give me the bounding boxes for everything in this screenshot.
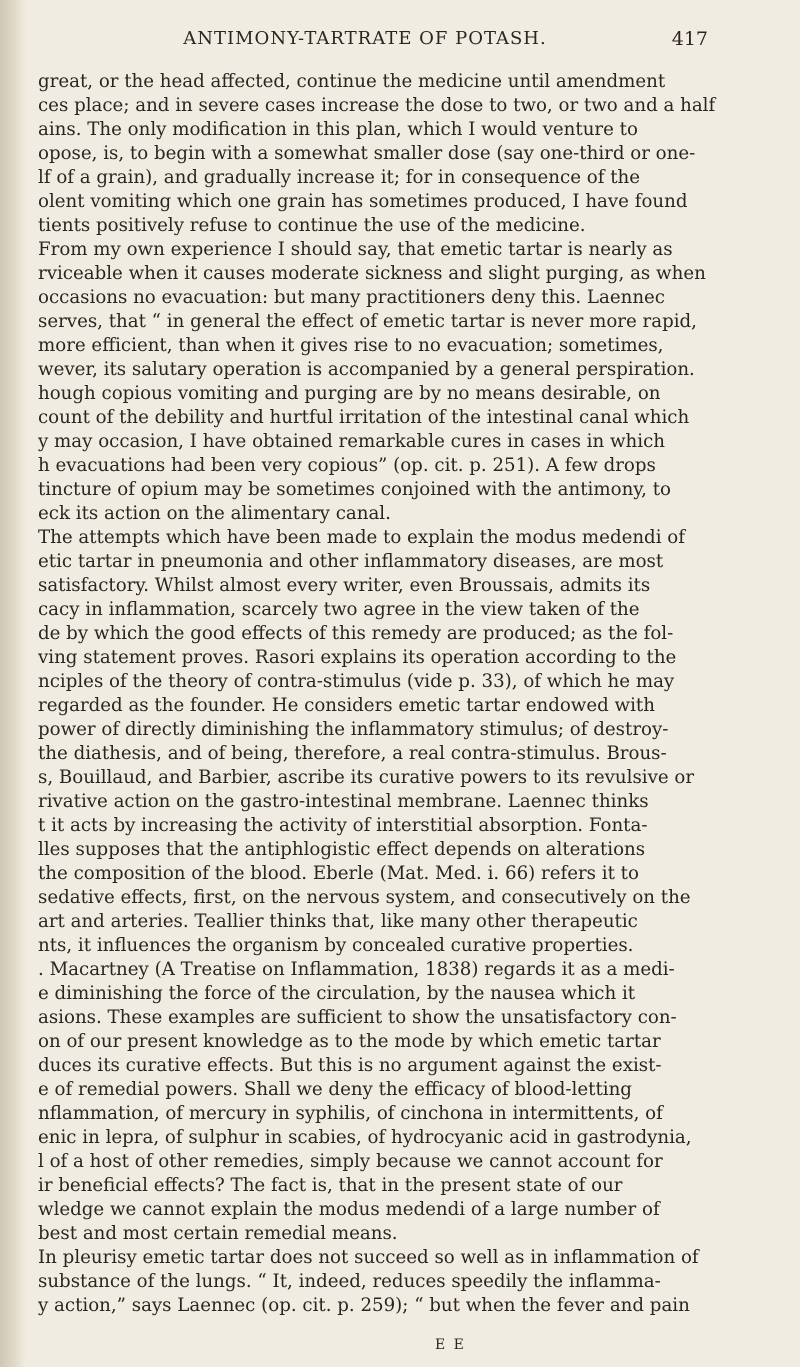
text-line: best and most certain remedial means. bbox=[38, 1223, 398, 1244]
page-number: 417 bbox=[671, 28, 708, 50]
text-line: nts, it influences the organism by concealed curative properties. bbox=[38, 935, 634, 956]
page-header bbox=[0, 28, 800, 60]
text-line: great, or the head affected, continue the medicine until amendment bbox=[38, 71, 666, 92]
text-line: From my own experience I should say, that emetic tartar is nearly as bbox=[38, 239, 673, 260]
text-line: t it acts by increasing the activity of interstitial absorption. Fonta- bbox=[38, 815, 648, 836]
running-head: ANTIMONY-TARTRATE OF POTASH. bbox=[183, 28, 547, 49]
text-line: serves, that “ in general the effect of emetic tartar is never more rapid, bbox=[38, 311, 697, 332]
text-line: the composition of the blood. Eberle (Mat. Med. i. 66) refers it to bbox=[38, 863, 639, 884]
text-line: count of the debility and hurtful irritation of the intestinal canal which bbox=[38, 407, 690, 428]
text-line: tincture of opium may be sometimes conjoined with the antimony, to bbox=[38, 479, 671, 500]
text-line: ains. The only modification in this plan, which I would venture to bbox=[38, 119, 638, 140]
text-line: ir beneficial effects? The fact is, that in the present state of our bbox=[38, 1175, 623, 1196]
text-line: the diathesis, and of being, therefore, a real contra-stimulus. Brous- bbox=[38, 743, 667, 764]
text-line: hough copious vomiting and purging are by no means desirable, on bbox=[38, 383, 661, 404]
text-line: In pleurisy emetic tartar does not succeed so well as in inflammation of bbox=[38, 1247, 699, 1268]
text-line: de by which the good effects of this remedy are produced; as the fol- bbox=[38, 623, 674, 644]
text-line: lles supposes that the antiphlogistic effect depends on alterations bbox=[38, 839, 646, 860]
text-line: opose, is, to begin with a somewhat smaller dose (say one-third or one- bbox=[38, 143, 696, 164]
text-line: nciples of the theory of contra-stimulus (vide p. 33), of which he may bbox=[38, 671, 675, 692]
text-line: satisfactory. Whilst almost every writer, even Broussais, admits its bbox=[38, 575, 651, 596]
text-line: asions. These examples are sufficient to show the unsatisfactory con- bbox=[38, 1007, 677, 1028]
text-line: e diminishing the force of the circulation, by the nausea which it bbox=[38, 983, 636, 1004]
text-line: more efficient, than when it gives rise to no evacuation; sometimes, bbox=[38, 335, 664, 356]
text-line: lf of a grain), and gradually increase it; for in consequence of the bbox=[38, 167, 640, 188]
text-line: rivative action on the gastro-intestinal membrane. Laennec thinks bbox=[38, 791, 649, 812]
text-line: l of a host of other remedies, simply because we cannot account for bbox=[38, 1151, 663, 1172]
text-line: The attempts which have been made to explain the modus medendi of bbox=[38, 527, 685, 548]
text-line: nflammation, of mercury in syphilis, of cinchona in intermittents, of bbox=[38, 1103, 663, 1124]
text-line: art and arteries. Teallier thinks that, like many other therapeutic bbox=[38, 911, 638, 932]
text-line: enic in lepra, of sulphur in scabies, of hydrocyanic acid in gastrodynia, bbox=[38, 1127, 692, 1148]
body-text bbox=[38, 70, 778, 1318]
text-line: cacy in inflammation, scarcely two agree in the view taken of the bbox=[38, 599, 640, 620]
text-line: e of remedial powers. Shall we deny the efficacy of blood-letting bbox=[38, 1079, 632, 1100]
text-line: eck its action on the alimentary canal. bbox=[38, 503, 391, 524]
text-line: . Macartney (A Treatise on Inflammation, 1838) regards it as a medi- bbox=[38, 959, 675, 980]
text-line: tients positively refuse to continue the use of the medicine. bbox=[38, 215, 586, 236]
text-line: s, Bouillaud, and Barbier, ascribe its curative powers to its revulsive or bbox=[38, 767, 695, 788]
text-line: substance of the lungs. “ It, indeed, reduces speedily the inflamma- bbox=[38, 1271, 661, 1292]
text-line: duces its curative effects. But this is no argument against the exist- bbox=[38, 1055, 662, 1076]
text-line: regarded as the founder. He considers emetic tartar endowed with bbox=[38, 695, 655, 716]
text-line: sedative effects, first, on the nervous system, and consecutively on the bbox=[38, 887, 691, 908]
text-line: power of directly diminishing the inflammatory stimulus; of destroy- bbox=[38, 719, 669, 740]
text-line: y action,” says Laennec (op. cit. p. 259); “ but when the fever and pain bbox=[38, 1295, 690, 1316]
signature-mark: E E bbox=[435, 1337, 466, 1353]
text-line: on of our present knowledge as to the mode by which emetic tartar bbox=[38, 1031, 661, 1052]
text-line: rviceable when it causes moderate sickness and slight purging, as when bbox=[38, 263, 706, 284]
text-line: h evacuations had been very copious” (op. cit. p. 251). A few drops bbox=[38, 455, 656, 476]
text-line: y may occasion, I have obtained remarkable cures in cases in which bbox=[38, 431, 665, 452]
text-line: wever, its salutary operation is accompanied by a general perspiration. bbox=[38, 359, 695, 380]
text-line: ving statement proves. Rasori explains its operation according to the bbox=[38, 647, 677, 668]
text-line: wledge we cannot explain the modus medendi of a large number of bbox=[38, 1199, 660, 1220]
text-line: occasions no evacuation: but many practitioners deny this. Laennec bbox=[38, 287, 665, 308]
text-line: etic tartar in pneumonia and other inflammatory diseases, are most bbox=[38, 551, 664, 572]
text-line: ces place; and in severe cases increase the dose to two, or two and a half bbox=[38, 95, 716, 116]
text-line: olent vomiting which one grain has sometimes produced, I have found bbox=[38, 191, 688, 212]
